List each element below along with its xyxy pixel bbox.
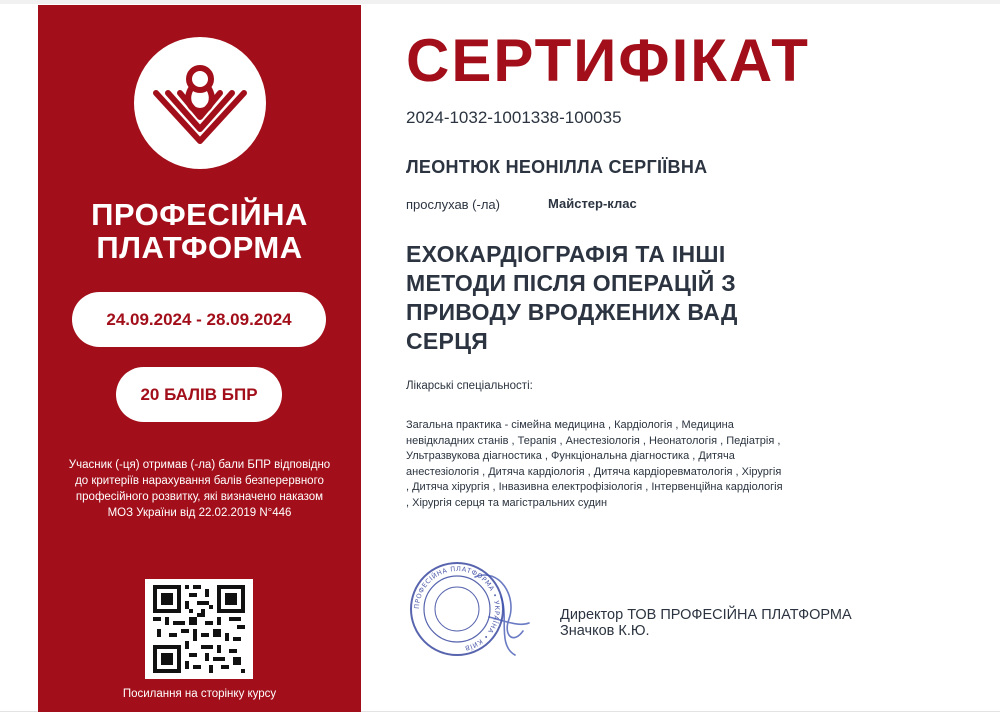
official-stamp-icon	[405, 557, 535, 662]
signer-position: Директор ТОВ ПРОФЕСІЙНА ПЛАТФОРМА	[560, 607, 852, 623]
platform-logo-icon	[134, 37, 266, 169]
specialties-label: Лікарські спеціальності:	[406, 380, 533, 392]
qr-code-icon	[153, 585, 245, 673]
course-dates-badge: 24.09.2024 - 28.09.2024	[72, 292, 326, 347]
certificate-title: СЕРТИФІКАТ	[406, 27, 810, 94]
event-type: Майстер-клас	[548, 196, 637, 211]
left-brand-panel	[38, 5, 361, 712]
brand-line-1: ПРОФЕСІЙНА	[91, 197, 308, 232]
top-border	[0, 0, 1000, 4]
signer-block	[560, 607, 852, 639]
course-qr-code[interactable]	[145, 579, 253, 679]
cpd-note: Учасник (-ця) отримав (-ла) бали БПР відповідно до критеріїв нарахування балів безперервного професійного розвитку, які визначено наказом МОЗ України від 22.02.2019 N°446	[68, 459, 331, 519]
signer-name: Значков К.Ю.	[560, 623, 650, 639]
brand-name	[38, 198, 361, 264]
certificate-number: 2024-1032-1001338-100035	[406, 108, 622, 127]
qr-caption: Посилання на сторінку курсу	[122, 688, 277, 700]
listened-label: прослухав (-ла)	[406, 197, 500, 212]
cpd-points-badge: 20 БАЛІВ БПР	[116, 367, 282, 422]
brand-line-2: ПЛАТФОРМА	[96, 230, 303, 265]
course-title: ЕХОКАРДІОГРАФІЯ ТА ІНШІ МЕТОДИ ПІСЛЯ ОПЕРАЦІЙ З ПРИВОДУ ВРОДЖЕНИХ ВАД СЕРЦЯ	[406, 241, 738, 354]
svg-text:ПРОФЕСІЙНА ПЛАТФОРМА • УКРАЇНА	[413, 565, 501, 652]
specialties-list: Загальна практика - сімейна медицина , Кардіологія , Медицина невідкладних станів , Терапія , Анестезіологія , Неонатологія , Педіатрія , Ультразвукова діагностика , Функціональна діагностика , Дитяча анестезіологія , Дитяча кардіологія , Дитяча кардіоревматологія , Хірургія , Дитяча хірургія , Інвазивна електрофізіологія , Інтервенційна кардіологія , Хірургія серця та магістральних судин	[406, 419, 783, 509]
stamp-text: ПРОФЕСІЙНА ПЛАТФОРМА • УКРАЇНА • КИЇВ	[412, 564, 502, 653]
participant-name: ЛЕОНТЮК НЕОНІЛЛА СЕРГІЇВНА	[406, 157, 708, 177]
